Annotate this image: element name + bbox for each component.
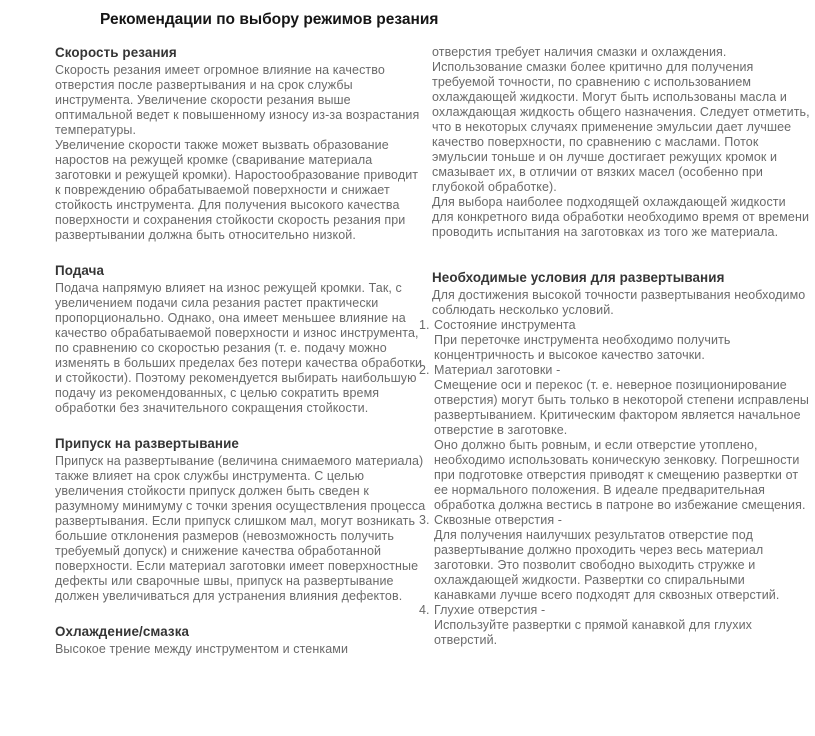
list-item-workpiece-material xyxy=(419,363,810,513)
paragraph: Для выбора наиболее подходящей охлаждающей жидкости для конкретного вида обработки необходимо время от времени проводить испытания на заготовках из того же материала. xyxy=(432,195,810,239)
item-paragraph: При переточке инструмента необходимо получить концентричность и высокое качество заточки. xyxy=(434,333,731,362)
section-heading: Охлаждение/смазка xyxy=(55,624,190,639)
item-number: 1. xyxy=(419,318,430,332)
section-reaming-allowance xyxy=(55,436,427,604)
paragraph: отверстия требует наличия смазки и охлаждения. Использование смазки более критично для получения требуемой точности, по сравнению с использованием охлаждающей жидкости. Могут быть использованы масла и охлаждающая жидкость общего назначения. Следует отметить, что в некоторых случаях применение эмульсии дает лучшее качество поверхности, по сравнению с маслами. Поток эмульсии тоньше и он лучше достигает режущих кромок и смазывает их, в отличии от вязких масел (особенно при глубокой обработке). xyxy=(432,45,810,194)
right-column xyxy=(419,45,810,648)
section-cutting-speed xyxy=(55,45,427,243)
item-paragraph: Используйте развертки с прямой канавкой для глухих отверстий. xyxy=(434,618,753,647)
item-number: 2. xyxy=(419,363,430,377)
section-cooling-lubrication xyxy=(55,624,427,657)
list-item-blind-holes xyxy=(419,603,810,648)
paragraph: Подача напрямую влияет на износ режущей кромки. Так, с увеличением подачи сила резания растет практически пропорционально. Однако, она имеет меньшее влияние на качество обрабатываемой поверхности и износ инструмента, по сравнению со скоростью резания (т. е. подачу можно изменять в больших пределах без потери качества обработки и стойкости). Поэтому рекомендуется выбирать наибольшую подачу из рекомендованных, с целью сократить время обработки без значительного сокращения стойкости. xyxy=(55,281,423,415)
paragraph: Высокое трение между инструментом и стенками xyxy=(55,642,349,656)
paragraph: Увеличение скорости также может вызвать образование наростов на режущей кромке (сваривание материала заготовки и режущей кромки). Наростообразование приводит к повреждению обрабатываемой поверхности и снижает стойкость инструмента. Для получения высокого качества поверхности и сохранения стойкости скорость резания при развертывании должна быть относительно низкой. xyxy=(55,138,419,242)
paragraph: Скорость резания имеет огромное влияние на качество отверстия после развертывания и на срок службы инструмента. Увеличение скорости резания выше оптимальной ведет к повышенному износу из-за возрастания температуры. xyxy=(55,63,420,137)
item-number: 4. xyxy=(419,603,430,617)
section-heading: Скорость резания xyxy=(55,45,177,60)
item-title: Материал заготовки - xyxy=(434,363,561,377)
page-title: Рекомендации по выбору режимов резания xyxy=(100,11,439,28)
item-title: Состояние инструмента xyxy=(434,318,576,332)
item-title: Сквозные отверстия - xyxy=(434,513,563,527)
paragraph: Припуск на развертывание (величина снимаемого материала) также влияет на срок службы инструмента. С целью увеличения стойкости припуск должен быть сведен к разумному минимуму с точки зрения осуществления процесса развертывания. Если припуск слишком мал, могут возникать большие отклонения размеров (невозможность получить требуемый допуск) и снижение качества обработанной поверхности. Если материал заготовки имеет поверхностные дефекты или сварочные швы, припуск на развертывание должен увеличиваться для устранения влияния дефектов. xyxy=(55,454,426,603)
section-heading: Подача xyxy=(55,263,105,278)
requirements-list xyxy=(419,318,810,648)
item-title: Глухие отверстия - xyxy=(434,603,546,617)
section-heading: Припуск на развертывание xyxy=(55,436,239,451)
item-paragraph: Оно должно быть ровным, и если отверстие утоплено, необходимо использовать коническую зенковку. Погрешности при подготовке отверстия приводят к смещению развертки от ее нормального положения. В идеале предварительная обработка должна вестись в патроне во избежание смещения. xyxy=(434,438,806,512)
list-item-tool-condition xyxy=(419,318,810,363)
item-paragraph: Смещение оси и перекос (т. е. неверное позиционирование отверстия) могут быть только в некоторой степени исправлены развертыванием. Критическим фактором является начальное отверстие в заготовке. xyxy=(434,378,809,437)
section-reaming-requirements xyxy=(419,270,810,648)
section-heading: Необходимые условия для развертывания xyxy=(432,270,725,285)
section-intro: Для достижения высокой точности развертывания необходимо соблюдать несколько условий. xyxy=(432,288,806,317)
left-column xyxy=(55,45,427,657)
item-paragraph: Для получения наилучших результатов отверстие под развертывание должно проходить через весь материал заготовки. Это позволит свободно выходить стружке и охлаждающей жидкости. Развертки со спиральными канавками лучше всего подходят для сквозных отверстий. xyxy=(434,528,780,602)
list-item-through-holes xyxy=(419,513,810,603)
item-number: 3. xyxy=(419,513,430,527)
section-feed xyxy=(55,263,427,416)
